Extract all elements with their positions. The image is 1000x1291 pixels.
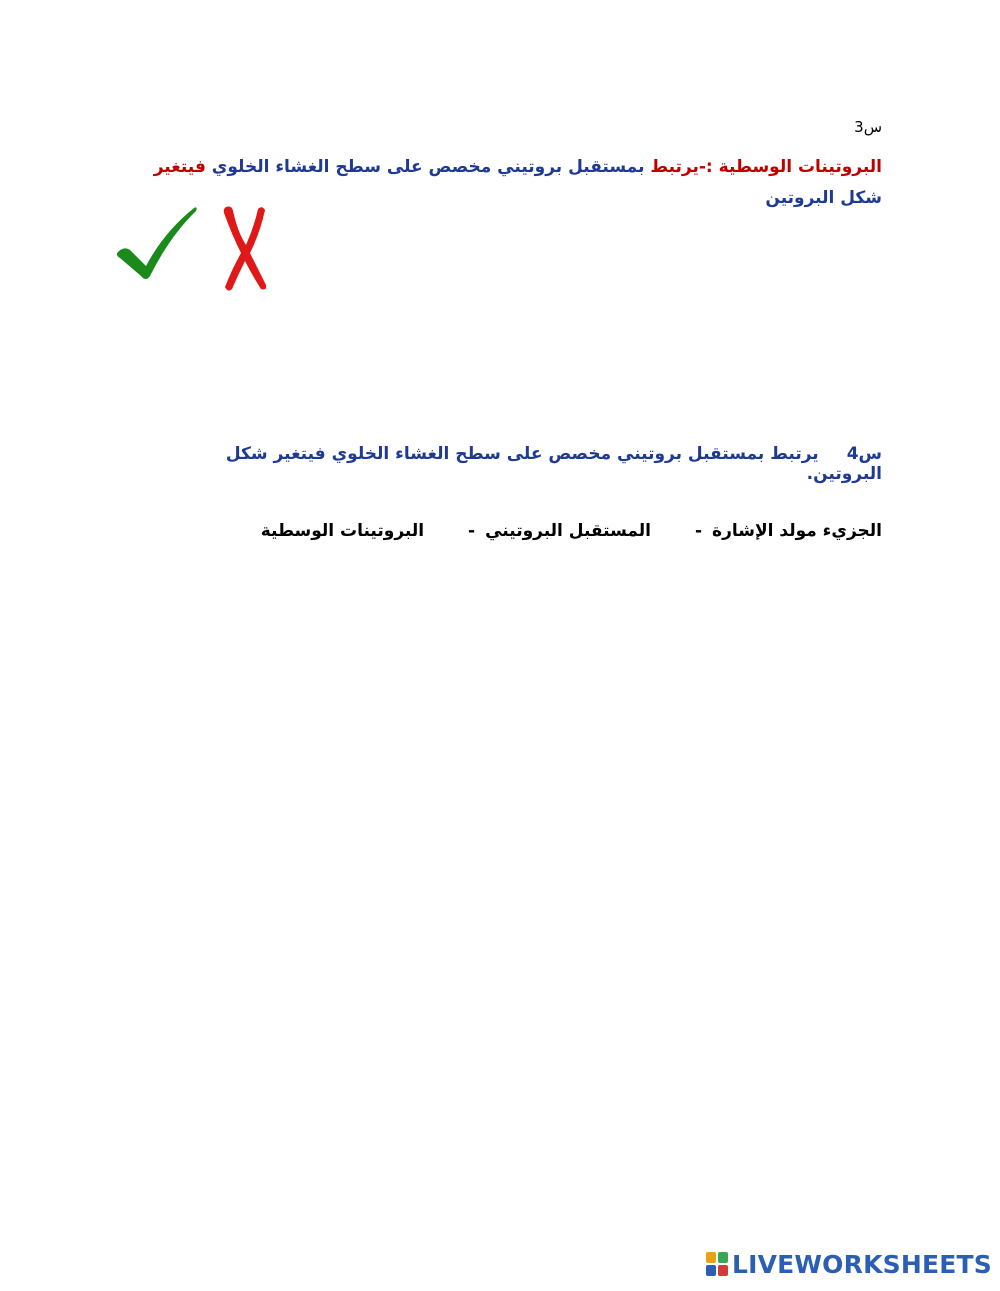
option-signal-molecule[interactable]: الجزيء مولد الإشارة <box>712 521 882 541</box>
option-separator: - <box>468 521 476 541</box>
question-4 <box>162 444 882 484</box>
check-icon[interactable] <box>112 202 200 282</box>
liveworksheets-wordmark: LIVEWORKSHEETS <box>731 1249 992 1279</box>
x-icon[interactable] <box>218 203 270 293</box>
question-3-number: س3 <box>854 118 882 136</box>
liveworksheets-logo <box>706 1251 992 1277</box>
question-4-text: يرتبط بمستقبل بروتيني مخصص على سطح الغشاء الخلوي فيتغير شكل البروتين. <box>225 444 882 484</box>
liveworksheets-logo-icon <box>706 1252 728 1276</box>
answer-options <box>242 521 882 541</box>
question-3-middle: بمستقبل بروتيني مخصص على سطح الغشاء الخلوي <box>205 157 651 177</box>
option-separator: - <box>694 521 703 541</box>
question-3-end: شكل البروتين <box>765 188 882 208</box>
question-3-verb: يرتبط <box>650 157 699 177</box>
question-4-number: س4 <box>846 444 882 464</box>
question-3-changes: فيتغير <box>153 157 206 177</box>
question-3-term: البروتينات الوسطية <box>718 157 882 177</box>
option-protein-receptor[interactable]: المستقبل البروتيني <box>485 521 651 541</box>
option-relay-proteins[interactable]: البروتينات الوسطية <box>260 521 425 541</box>
question-3-separator: :- <box>698 157 719 177</box>
